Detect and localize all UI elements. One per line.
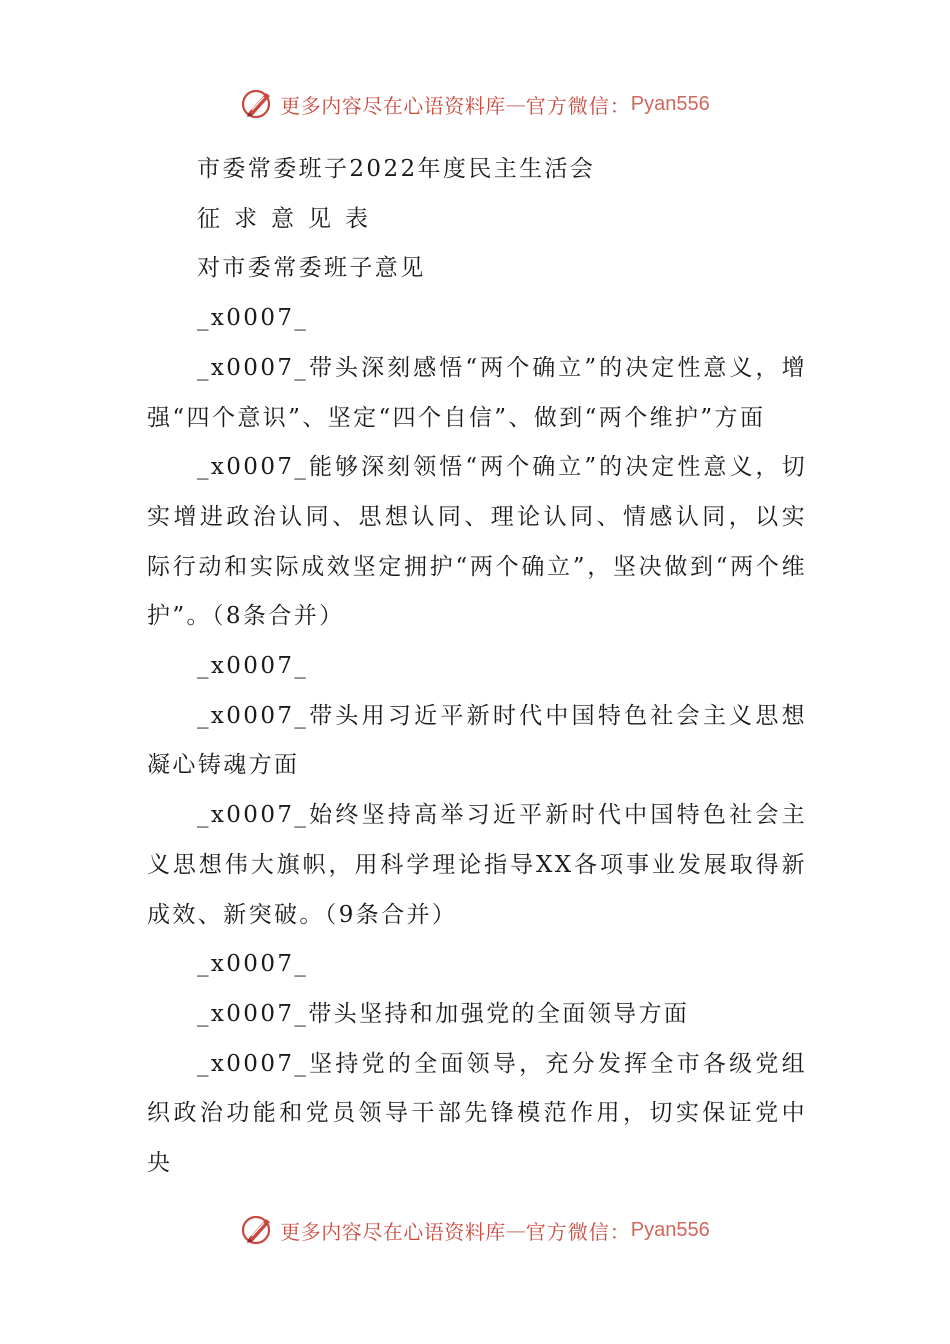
banner-label: 官方微信： — [525, 93, 631, 118]
banner-separator: — — [505, 92, 526, 116]
paragraph: _x0007_坚持党的全面领导，充分发挥全市各级党组织政治功能和党员领导干部先锋模范作用，切实保证党中央 — [147, 1050, 807, 1177]
banner-wechat-id: Pyan556 — [630, 1218, 710, 1241]
paragraph: _x0007_带头坚持和加强党的全面领导方面 — [197, 1000, 690, 1027]
document-body — [147, 145, 807, 1189]
document-title-line1: 市委常委班子2022年度民主生活会 — [197, 156, 596, 182]
paragraph: _x0007_ — [197, 653, 309, 680]
header-banner — [0, 84, 950, 124]
footer-banner — [0, 1210, 950, 1250]
banner-label: 官方微信： — [525, 1219, 631, 1244]
pen-logo-icon — [240, 86, 276, 122]
banner-main-text: 更多内容尽在心语资料库 — [280, 1219, 506, 1244]
paragraph: _x0007_带头用习近平新时代中国特色社会主义思想凝心铸魂方面 — [147, 702, 807, 779]
document-title-line2: 征求意见表 — [197, 205, 382, 232]
paragraph: _x0007_始终坚持高举习近平新时代中国特色社会主义思想伟大旗帜，用科学理论指导XX各项事业发展取得新成效、新突破。（9条合并） — [147, 802, 807, 928]
paragraph: _x0007_ — [197, 305, 309, 332]
paragraph: _x0007_ — [197, 951, 309, 978]
banner-separator: — — [505, 1218, 526, 1242]
banner-wechat-id: Pyan556 — [630, 92, 710, 115]
document-subtitle: 对市委常委班子意见 — [197, 255, 426, 282]
paragraph: _x0007_带头深刻感悟“两个确立”的决定性意义，增强“四个意识”、坚定“四个自信”、做到“两个维护”方面 — [147, 354, 807, 431]
pen-logo-icon — [240, 1212, 276, 1248]
paragraph: _x0007_能够深刻领悟“两个确立”的决定性意义，切实增进政治认同、思想认同、理论认同、情感认同，以实际行动和实际成效坚定拥护“两个确立”，坚决做到“两个维护”。（8条合并） — [147, 454, 807, 630]
banner-main-text: 更多内容尽在心语资料库 — [280, 93, 506, 118]
